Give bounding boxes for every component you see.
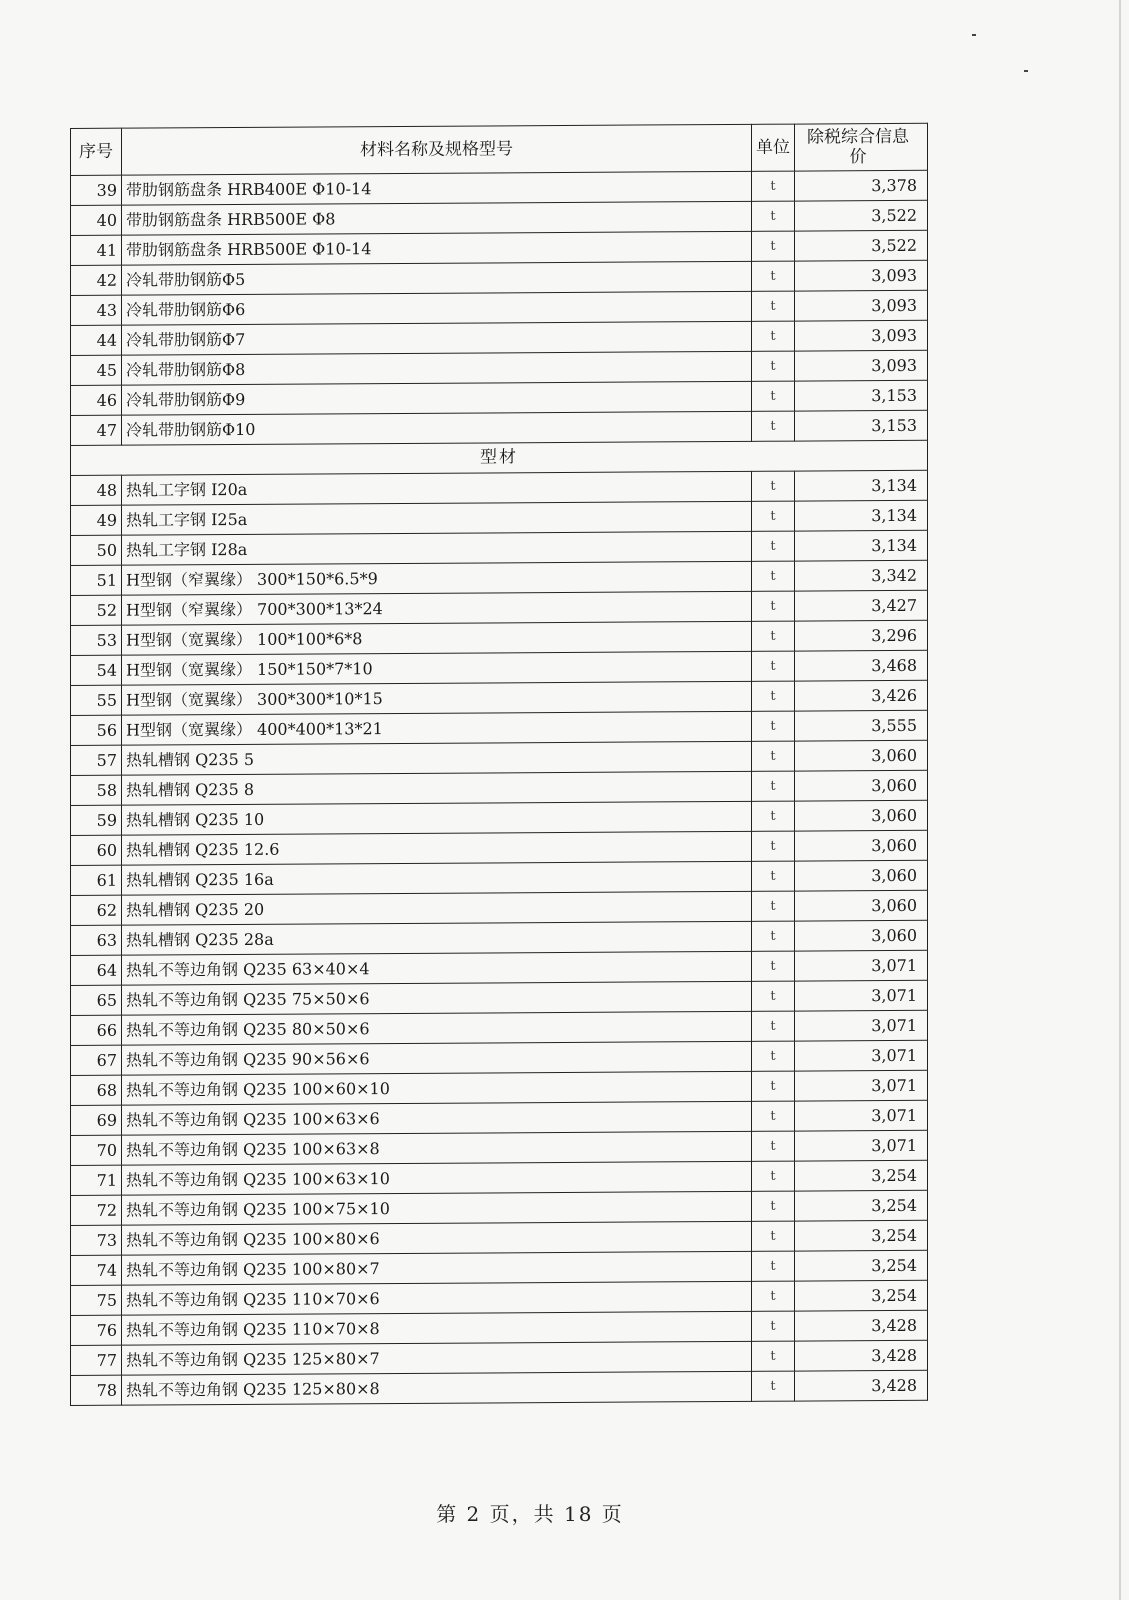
cell-no: 54 bbox=[71, 655, 122, 685]
header-price: 除税综合信息价 bbox=[795, 123, 928, 171]
cell-unit: t bbox=[752, 831, 795, 861]
cell-price: 3,134 bbox=[795, 500, 928, 531]
cell-unit: t bbox=[752, 1251, 795, 1281]
cell-name: H型钢（宽翼缘） 400*400*13*21 bbox=[122, 711, 752, 745]
cell-no: 42 bbox=[71, 265, 122, 295]
cell-price: 3,060 bbox=[795, 830, 928, 861]
cell-unit: t bbox=[752, 981, 795, 1011]
cell-unit: t bbox=[752, 261, 795, 291]
cell-name: 冷轧带肋钢筋Φ9 bbox=[122, 381, 752, 415]
cell-name: H型钢（窄翼缘） 300*150*6.5*9 bbox=[122, 561, 752, 595]
cell-no: 45 bbox=[71, 355, 122, 385]
header-no: 序号 bbox=[71, 128, 122, 175]
cell-no: 44 bbox=[71, 325, 122, 355]
cell-price: 3,342 bbox=[795, 560, 928, 591]
cell-name: 冷轧带肋钢筋Φ8 bbox=[122, 351, 752, 385]
cell-unit: t bbox=[752, 231, 795, 261]
cell-name: 热轧不等边角钢 Q235 75×50×6 bbox=[122, 981, 752, 1015]
cell-no: 56 bbox=[71, 715, 122, 745]
cell-price: 3,093 bbox=[795, 320, 928, 351]
cell-unit: t bbox=[752, 651, 795, 681]
cell-name: H型钢（窄翼缘） 700*300*13*24 bbox=[122, 591, 752, 625]
cell-name: 冷轧带肋钢筋Φ10 bbox=[122, 411, 752, 445]
cell-price: 3,071 bbox=[795, 980, 928, 1011]
scan-speck bbox=[1024, 70, 1028, 72]
cell-no: 58 bbox=[71, 775, 122, 805]
cell-name: 带肋钢筋盘条 HRB500E Φ8 bbox=[122, 201, 752, 235]
cell-no: 71 bbox=[71, 1165, 122, 1195]
cell-name: 热轧不等边角钢 Q235 110×70×8 bbox=[122, 1311, 752, 1345]
cell-price: 3,071 bbox=[795, 1100, 928, 1131]
table-body-profiles bbox=[71, 470, 928, 1405]
cell-name: 带肋钢筋盘条 HRB400E Φ10-14 bbox=[122, 171, 752, 205]
cell-unit: t bbox=[752, 801, 795, 831]
cell-name: 冷轧带肋钢筋Φ5 bbox=[122, 261, 752, 295]
cell-no: 62 bbox=[71, 895, 122, 925]
cell-price: 3,378 bbox=[795, 170, 928, 201]
cell-unit: t bbox=[752, 291, 795, 321]
cell-no: 43 bbox=[71, 295, 122, 325]
cell-price: 3,060 bbox=[795, 860, 928, 891]
cell-unit: t bbox=[752, 861, 795, 891]
cell-unit: t bbox=[752, 621, 795, 651]
cell-name: 热轧不等边角钢 Q235 100×63×10 bbox=[122, 1161, 752, 1195]
cell-unit: t bbox=[752, 561, 795, 591]
cell-unit: t bbox=[752, 1191, 795, 1221]
cell-name: H型钢（宽翼缘） 300*300*10*15 bbox=[122, 681, 752, 715]
cell-name: 热轧不等边角钢 Q235 80×50×6 bbox=[122, 1011, 752, 1045]
cell-price: 3,071 bbox=[795, 1130, 928, 1161]
cell-no: 68 bbox=[71, 1075, 122, 1105]
cell-price: 3,060 bbox=[795, 770, 928, 801]
page-footer: 第 2 页，共 18 页 bbox=[436, 1502, 624, 1526]
cell-no: 41 bbox=[71, 235, 122, 265]
cell-unit: t bbox=[752, 411, 795, 441]
cell-name: H型钢（宽翼缘） 150*150*7*10 bbox=[122, 651, 752, 685]
cell-price: 3,254 bbox=[795, 1220, 928, 1251]
header-name: 材料名称及规格型号 bbox=[122, 124, 752, 175]
cell-no: 57 bbox=[71, 745, 122, 775]
cell-price: 3,428 bbox=[795, 1310, 928, 1341]
cell-no: 73 bbox=[71, 1225, 122, 1255]
cell-price: 3,093 bbox=[795, 350, 928, 381]
cell-name: 热轧槽钢 Q235 12.6 bbox=[122, 831, 752, 865]
cell-unit: t bbox=[752, 891, 795, 921]
cell-no: 76 bbox=[71, 1315, 122, 1345]
cell-unit: t bbox=[752, 1101, 795, 1131]
cell-no: 74 bbox=[71, 1255, 122, 1285]
cell-no: 70 bbox=[71, 1135, 122, 1165]
cell-no: 60 bbox=[71, 835, 122, 865]
cell-price: 3,254 bbox=[795, 1160, 928, 1191]
cell-price: 3,071 bbox=[795, 1040, 928, 1071]
cell-no: 69 bbox=[71, 1105, 122, 1135]
cell-name: 热轧不等边角钢 Q235 125×80×8 bbox=[122, 1371, 752, 1405]
cell-unit: t bbox=[752, 321, 795, 351]
cell-no: 72 bbox=[71, 1195, 122, 1225]
cell-unit: t bbox=[752, 531, 795, 561]
section-title: 型材 bbox=[71, 440, 928, 475]
cell-no: 59 bbox=[71, 805, 122, 835]
cell-price: 3,134 bbox=[795, 470, 928, 501]
cell-price: 3,060 bbox=[795, 740, 928, 771]
cell-price: 3,153 bbox=[795, 380, 928, 411]
cell-unit: t bbox=[752, 1221, 795, 1251]
cell-no: 55 bbox=[71, 685, 122, 715]
cell-price: 3,254 bbox=[795, 1280, 928, 1311]
cell-no: 49 bbox=[71, 505, 122, 535]
cell-unit: t bbox=[752, 681, 795, 711]
cell-price: 3,093 bbox=[795, 290, 928, 321]
cell-no: 53 bbox=[71, 625, 122, 655]
cell-price: 3,060 bbox=[795, 920, 928, 951]
cell-name: 热轧槽钢 Q235 8 bbox=[122, 771, 752, 805]
cell-unit: t bbox=[752, 351, 795, 381]
cell-name: 热轧槽钢 Q235 5 bbox=[122, 741, 752, 775]
cell-unit: t bbox=[752, 921, 795, 951]
cell-name: 热轧不等边角钢 Q235 100×75×10 bbox=[122, 1191, 752, 1225]
cell-price: 3,522 bbox=[795, 230, 928, 261]
cell-price: 3,134 bbox=[795, 530, 928, 561]
header-unit: 单位 bbox=[752, 124, 795, 171]
cell-name: 热轧不等边角钢 Q235 125×80×7 bbox=[122, 1341, 752, 1375]
cell-price: 3,254 bbox=[795, 1250, 928, 1281]
cell-unit: t bbox=[752, 1011, 795, 1041]
table-body-steel-bars bbox=[71, 170, 928, 445]
cell-no: 75 bbox=[71, 1285, 122, 1315]
cell-name: 热轧不等边角钢 Q235 100×63×8 bbox=[122, 1131, 752, 1165]
cell-name: 热轧工字钢 I20a bbox=[122, 471, 752, 505]
cell-no: 65 bbox=[71, 985, 122, 1015]
cell-unit: t bbox=[752, 1371, 795, 1401]
cell-unit: t bbox=[752, 1071, 795, 1101]
cell-name: 热轧不等边角钢 Q235 100×63×6 bbox=[122, 1101, 752, 1135]
cell-unit: t bbox=[752, 501, 795, 531]
cell-unit: t bbox=[752, 1041, 795, 1071]
cell-no: 39 bbox=[71, 175, 122, 205]
cell-unit: t bbox=[752, 1281, 795, 1311]
cell-no: 67 bbox=[71, 1045, 122, 1075]
cell-price: 3,153 bbox=[795, 410, 928, 441]
cell-name: 热轧槽钢 Q235 10 bbox=[122, 801, 752, 835]
cell-no: 78 bbox=[71, 1375, 122, 1405]
cell-unit: t bbox=[752, 741, 795, 771]
cell-price: 3,071 bbox=[795, 1010, 928, 1041]
cell-price: 3,060 bbox=[795, 800, 928, 831]
cell-name: 热轧不等边角钢 Q235 63×40×4 bbox=[122, 951, 752, 985]
cell-price: 3,093 bbox=[795, 260, 928, 291]
cell-no: 52 bbox=[71, 595, 122, 625]
cell-name: 热轧槽钢 Q235 16a bbox=[122, 861, 752, 895]
cell-unit: t bbox=[752, 591, 795, 621]
cell-no: 46 bbox=[71, 385, 122, 415]
cell-no: 77 bbox=[71, 1345, 122, 1375]
cell-unit: t bbox=[752, 711, 795, 741]
cell-name: 热轧不等边角钢 Q235 100×80×7 bbox=[122, 1251, 752, 1285]
price-table bbox=[70, 123, 928, 1406]
cell-unit: t bbox=[752, 1311, 795, 1341]
cell-name: 热轧不等边角钢 Q235 110×70×6 bbox=[122, 1281, 752, 1315]
table-header-row bbox=[71, 123, 928, 175]
cell-price: 3,468 bbox=[795, 650, 928, 681]
cell-unit: t bbox=[752, 771, 795, 801]
scan-speck bbox=[972, 34, 976, 36]
cell-no: 47 bbox=[71, 415, 122, 445]
cell-name: 热轧不等边角钢 Q235 100×60×10 bbox=[122, 1071, 752, 1105]
cell-name: 带肋钢筋盘条 HRB500E Φ10-14 bbox=[122, 231, 752, 265]
cell-price: 3,522 bbox=[795, 200, 928, 231]
cell-price: 3,060 bbox=[795, 890, 928, 921]
cell-unit: t bbox=[752, 381, 795, 411]
cell-unit: t bbox=[752, 171, 795, 201]
cell-price: 3,071 bbox=[795, 950, 928, 981]
cell-price: 3,071 bbox=[795, 1070, 928, 1101]
cell-price: 3,428 bbox=[795, 1370, 928, 1401]
cell-unit: t bbox=[752, 201, 795, 231]
cell-unit: t bbox=[752, 951, 795, 981]
cell-unit: t bbox=[752, 1131, 795, 1161]
cell-no: 50 bbox=[71, 535, 122, 565]
cell-name: 热轧工字钢 I25a bbox=[122, 501, 752, 535]
cell-price: 3,427 bbox=[795, 590, 928, 621]
cell-no: 66 bbox=[71, 1015, 122, 1045]
cell-name: 热轧槽钢 Q235 28a bbox=[122, 921, 752, 955]
cell-name: 冷轧带肋钢筋Φ6 bbox=[122, 291, 752, 325]
cell-name: 热轧槽钢 Q235 20 bbox=[122, 891, 752, 925]
cell-unit: t bbox=[752, 1341, 795, 1371]
cell-name: 冷轧带肋钢筋Φ7 bbox=[122, 321, 752, 355]
cell-price: 3,428 bbox=[795, 1340, 928, 1371]
cell-unit: t bbox=[752, 471, 795, 501]
cell-no: 61 bbox=[71, 865, 122, 895]
cell-price: 3,296 bbox=[795, 620, 928, 651]
cell-name: 热轧不等边角钢 Q235 100×80×6 bbox=[122, 1221, 752, 1255]
cell-no: 51 bbox=[71, 565, 122, 595]
table-row bbox=[71, 1370, 928, 1405]
cell-name: 热轧不等边角钢 Q235 90×56×6 bbox=[122, 1041, 752, 1075]
cell-price: 3,426 bbox=[795, 680, 928, 711]
scan-edge-line bbox=[1119, 0, 1121, 1600]
cell-name: H型钢（宽翼缘） 100*100*6*8 bbox=[122, 621, 752, 655]
cell-unit: t bbox=[752, 1161, 795, 1191]
cell-price: 3,254 bbox=[795, 1190, 928, 1221]
cell-price: 3,555 bbox=[795, 710, 928, 741]
cell-no: 63 bbox=[71, 925, 122, 955]
cell-name: 热轧工字钢 I28a bbox=[122, 531, 752, 565]
cell-no: 48 bbox=[71, 475, 122, 505]
cell-no: 64 bbox=[71, 955, 122, 985]
cell-no: 40 bbox=[71, 205, 122, 235]
